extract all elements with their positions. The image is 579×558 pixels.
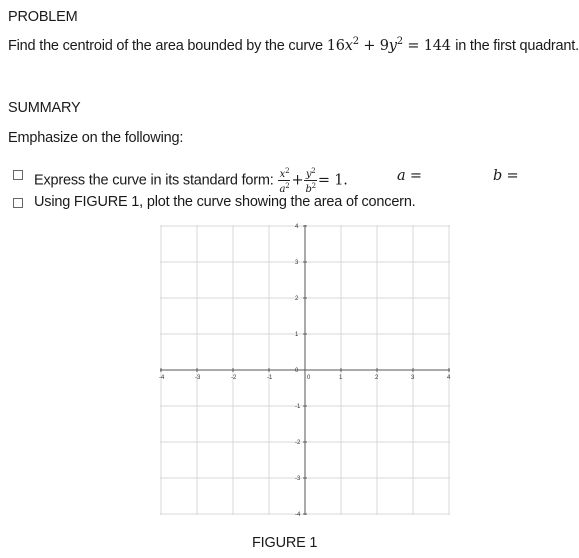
y-tick-label: 3 [295, 260, 299, 266]
y-over-b-fraction: $\frac{y^2}{b^2}$ [305, 167, 316, 195]
problem-text-prefix: Find the centroid of the area bounded by the curve [8, 38, 323, 54]
y-tick-label: -2 [295, 440, 301, 446]
x-tick-label: -4 [159, 375, 165, 381]
x-tick-label: 3 [411, 375, 415, 381]
x-over-a-fraction: $\frac{x^2}{a^2}$ [279, 167, 290, 195]
problem-text-suffix: in the first quadrant. [455, 38, 579, 54]
y-tick-label: 4 [295, 224, 299, 230]
a-label: a = [397, 168, 422, 184]
summary-heading: SUMMARY [8, 100, 81, 116]
y-tick-label: -3 [295, 476, 301, 482]
task-item-2: Using FIGURE 1, plot the curve showing the area of concern. [34, 194, 416, 210]
figure-1-graph[interactable] [145, 215, 460, 525]
standard-form-rhs: = 1. [317, 172, 348, 189]
x-tick-label: -2 [231, 375, 237, 381]
b-label: b = [493, 168, 519, 184]
x-tick-label: 2 [375, 375, 379, 381]
emphasize-label: Emphasize on the following: [8, 130, 184, 146]
problem-heading: PROBLEM [8, 9, 78, 25]
curve-equation: $16x^2 + 9y^2 = 144$ [326, 36, 451, 54]
figure-caption: FIGURE 1 [252, 535, 318, 551]
task-checkbox-2[interactable] [13, 198, 23, 208]
task-text-1: Express the curve in its standard form: [34, 172, 274, 189]
x-tick-label: -3 [195, 375, 201, 381]
task-item-1: Express the curve in its standard form: $\frac{x^2}{a^2}$ + $\frac{y^2}{b^2}$ = 1. [34, 167, 348, 195]
y-tick-label: 2 [295, 296, 299, 302]
y-tick-label: 0 [295, 368, 299, 374]
y-tick-label: -4 [295, 512, 301, 518]
x-tick-label: -1 [267, 375, 273, 381]
problem-statement [8, 38, 579, 54]
x-tick-label: 4 [447, 375, 451, 381]
y-tick-label: 1 [295, 332, 299, 338]
x-tick-label: 0 [307, 375, 311, 381]
y-tick-label: -1 [295, 404, 301, 410]
x-tick-label: 1 [339, 375, 343, 381]
axes [160, 225, 450, 515]
task-checkbox-1[interactable] [13, 170, 23, 180]
